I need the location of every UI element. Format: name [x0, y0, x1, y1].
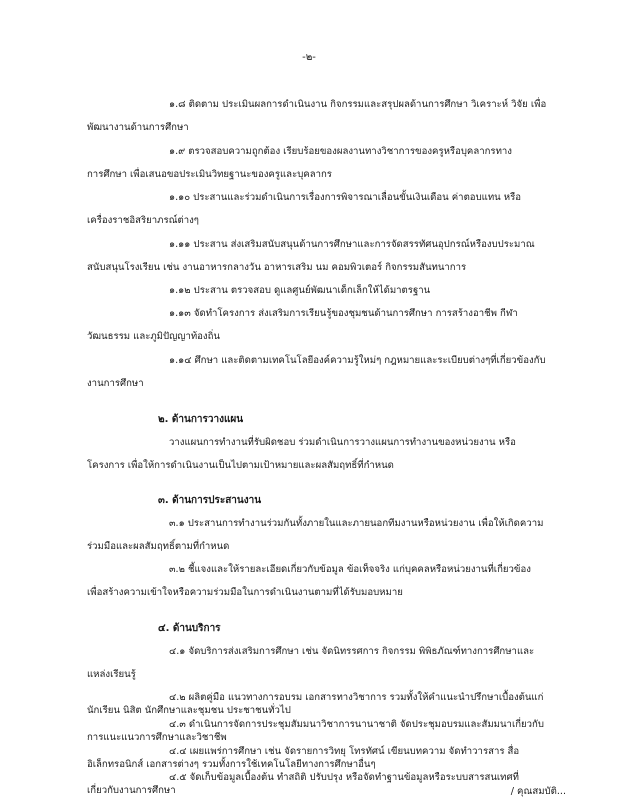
- item-4-1-line-2: แหล่งเรียนรู้: [87, 669, 136, 680]
- item-1-9-line-2: การศึกษา เพื่อเสนอขอประเมินวิทยฐานะของครูและบุคลากร: [87, 169, 332, 180]
- section-2-line-1: วางแผนการทำงานที่รับผิดชอบ ร่วมดำเนินการวางแผนการทำงานของหน่วยงาน หรือ: [169, 437, 516, 448]
- item-1-12-line-1: ๑.๑๒ ประสาน ตรวจสอบ ดูแลศูนย์พัฒนาเด็กเล็กให้ได้มาตรฐาน: [169, 285, 431, 296]
- item-1-10-line-1: ๑.๑๐ ประสานและร่วมดำเนินการเรื่องการพิจารณาเลื่อนขั้นเงินเดือน ค่าตอบแทน หรือ: [169, 192, 522, 203]
- item-3-2-line-2: เพื่อสร้างความเข้าใจหรือความร่วมมือในการดำเนินงานตามที่ได้รับมอบหมาย: [87, 587, 403, 598]
- section-2-line-2: โครงการ เพื่อให้การดำเนินงานเป็นไปตามเป้าหมายและผลสัมฤทธิ์ที่กำหนด: [87, 460, 394, 471]
- item-1-10-line-2: เครื่องราชอิสริยาภรณ์ต่างๆ: [87, 215, 199, 226]
- item-4-5-line-1: ๔.๕ จัดเก็บข้อมูลเบื้องต้น ทำสถิติ ปรับปรุง หรือจัดทำฐานข้อมูลหรือระบบสารสนเทศที่: [169, 772, 519, 783]
- item-4-4-line-1: ๔.๔ เผยแพร่การศึกษา เช่น จัดรายการวิทยุ โทรทัศน์ เขียนบทความ จัดทำวารสาร สื่อ: [169, 746, 520, 757]
- section-2-heading: ๒. ด้านการวางแผน: [158, 414, 244, 425]
- item-4-1-line-1: ๔.๑ จัดบริการส่งเสริมการศึกษา เช่น จัดนิทรรศการ กิจกรรม พิพิธภัณฑ์ทางการศึกษาและ: [169, 646, 535, 657]
- continuation-note: / คุณสมบัติ...: [505, 786, 566, 798]
- item-4-4-line-2: อิเล็กทรอนิกส์ เอกสารต่างๆ รวมทั้งการใช้เทคโนโลยีทางการศึกษาอื่นๆ: [87, 759, 376, 770]
- item-1-11-line-2: สนับสนุนโรงเรียน เช่น งานอาหารกลางวัน อาหารเสริม นม คอมพิวเตอร์ กิจกรรมสันทนาการ: [87, 262, 467, 273]
- section-4-heading: ๔. ด้านบริการ: [158, 623, 221, 634]
- item-1-8-line-1: ๑.๘ ติดตาม ประเมินผลการดำเนินงาน กิจกรรมและสรุปผลด้านการศึกษา วิเคราะห์ วิจัย เพื่อ: [169, 99, 547, 110]
- item-1-13-line-1: ๑.๑๓ จัดทำโครงการ ส่งเสริมการเรียนรู้ของชุมชนด้านการศึกษา การสร้างอาชีพ กีฬา: [169, 308, 518, 319]
- item-1-8-line-2: พัฒนางานด้านการศึกษา: [87, 122, 189, 133]
- item-1-14-line-2: งานการศึกษา: [87, 378, 144, 389]
- item-3-1-line-2: ร่วมมือและผลสัมฤทธิ์ตามที่กำหนด: [87, 541, 230, 552]
- item-4-3-line-1: ๔.๓ ดำเนินการจัดการประชุมสัมมนาวิชาการนานาชาติ จัดประชุมอบรมและสัมมนาเกี่ยวกับ: [169, 719, 544, 730]
- item-1-11-line-1: ๑.๑๑ ประสาน ส่งเสริมสนับสนุนด้านการศึกษาและการจัดสรรทัศนอุปกรณ์หรืองบประมาณ: [169, 239, 535, 250]
- item-4-3-line-2: การแนะแนวการศึกษาและวิชาชีพ: [87, 732, 227, 743]
- item-1-13-line-2: วัฒนธรรม และภูมิปัญญาท้องถิ่น: [87, 331, 220, 342]
- item-1-14-line-1: ๑.๑๔ ศึกษา และติดตามเทคโนโลยีองค์ความรู้ใหม่ๆ กฎหมายและระเบียบต่างๆที่เกี่ยวข้องกับ: [169, 355, 546, 366]
- item-3-1-line-1: ๓.๑ ประสานการทำงานร่วมกันทั้งภายในและภายนอกทีมงานหรือหน่วยงาน เพื่อให้เกิดความ: [169, 518, 544, 529]
- item-3-2-line-1: ๓.๒ ชี้แจงและให้รายละเอียดเกี่ยวกับข้อมูล ข้อเท็จจริง แก่บุคคลหรือหน่วยงานที่เกี่ยวข้อง: [169, 564, 531, 575]
- item-4-2-line-2: นักเรียน นิสิต นักศึกษาและชุมชน ประชาชนทั่วไป: [87, 705, 291, 716]
- item-4-5-line-2: เกี่ยวกับงานการศึกษา: [87, 785, 176, 796]
- item-4-2-line-1: ๔.๒ ผลิตคู่มือ แนวทางการอบรม เอกสารทางวิชาการ รวมทั้งให้คำแนะนำปรึกษาเบื้องต้นแก่: [169, 692, 544, 703]
- page-number: -๒-: [302, 52, 316, 63]
- item-1-9-line-1: ๑.๙ ตรวจสอบความถูกต้อง เรียบร้อยของผลงานทางวิชาการของครูหรือบุคลากรทาง: [169, 146, 512, 157]
- section-3-heading: ๓. ด้านการประสานงาน: [158, 495, 262, 506]
